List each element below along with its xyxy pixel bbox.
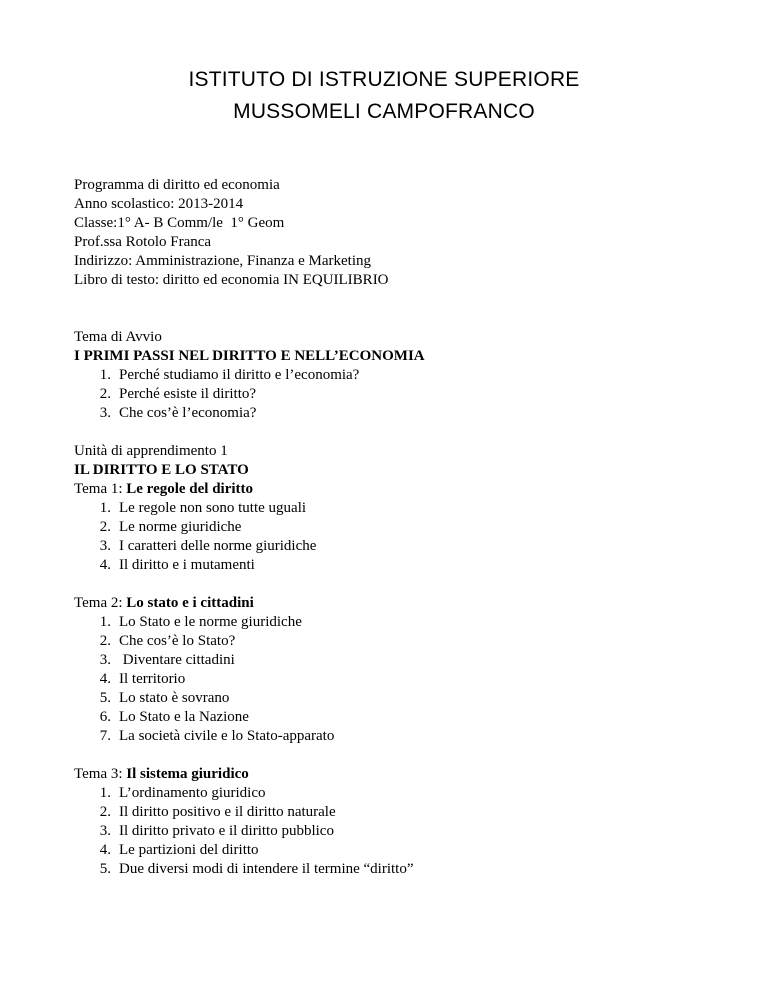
list-text: I caratteri delle norme giuridiche (119, 538, 317, 554)
list-text: Lo Stato e le norme giuridiche (119, 614, 302, 630)
section-label: Tema di Avvio (74, 329, 162, 345)
info-line: Libro di testo: diritto ed economia IN EQUILIBRIO (74, 272, 389, 288)
school-name: ISTITUTO DI ISTRUZIONE SUPERIORE (188, 68, 580, 91)
list-number: 3. (99, 538, 111, 554)
list-number: 5. (99, 690, 111, 706)
info-line: Anno scolastico: 2013-2014 (74, 196, 244, 212)
list-text: Le regole non sono tutte uguali (119, 500, 307, 516)
list-number: 2. (99, 519, 111, 535)
list-text: Perché studiamo il diritto e l’economia? (119, 367, 360, 383)
tema-2 (74, 594, 714, 746)
list-number: 2. (99, 386, 111, 402)
tema-heading (74, 480, 714, 499)
tema-prefix: Tema 2: (74, 595, 127, 611)
document-header (0, 64, 768, 128)
list-item (74, 537, 714, 556)
topic-list (74, 366, 714, 423)
list-number: 4. (99, 842, 111, 858)
list-number: 1. (99, 785, 111, 801)
list-item (74, 404, 714, 423)
list-item (74, 518, 714, 537)
list-item (74, 499, 714, 518)
list-item (74, 670, 714, 689)
list-item (74, 556, 714, 575)
list-item (74, 822, 714, 841)
tema-1 (74, 480, 714, 575)
info-line: Indirizzo: Amministrazione, Finanza e Marketing (74, 253, 371, 269)
list-text: Le norme giuridiche (119, 519, 242, 535)
list-number: 3. (99, 652, 111, 668)
topic-list (74, 499, 714, 575)
list-number: 1. (99, 614, 111, 630)
list-text: Le partizioni del diritto (119, 842, 259, 858)
tema-title: Lo stato e i cittadini (126, 595, 254, 611)
list-number: 5. (99, 861, 111, 877)
tema-heading (74, 594, 714, 613)
list-number: 1. (99, 500, 111, 516)
unit-title: IL DIRITTO E LO STATO (74, 462, 249, 478)
topic-list (74, 613, 714, 746)
list-text: Il diritto positivo e il diritto naturale (119, 804, 336, 820)
unit-label: Unità di apprendimento 1 (74, 443, 228, 459)
tema-title: Le regole del diritto (126, 481, 254, 497)
list-text: Diventare cittadini (119, 652, 235, 668)
list-text: Perché esiste il diritto? (119, 386, 257, 402)
info-line: Programma di diritto ed economia (74, 177, 280, 193)
section-avvio (74, 328, 714, 423)
tema-prefix: Tema 3: (74, 766, 127, 782)
list-number: 3. (99, 823, 111, 839)
list-item (74, 613, 714, 632)
list-text: Il territorio (119, 671, 186, 687)
list-item (74, 708, 714, 727)
list-item (74, 385, 714, 404)
list-number: 6. (99, 709, 111, 725)
list-text: Che cos’è l’economia? (119, 405, 257, 421)
list-text: Due diversi modi di intendere il termine “diritto” (119, 861, 414, 877)
tema-heading (74, 765, 714, 784)
tema-3 (74, 765, 714, 879)
list-number: 4. (99, 671, 111, 687)
list-item (74, 784, 714, 803)
list-item (74, 366, 714, 385)
list-number: 1. (99, 367, 111, 383)
section-unit-1 (74, 442, 714, 879)
list-item (74, 689, 714, 708)
list-item (74, 803, 714, 822)
list-number: 3. (99, 405, 111, 421)
list-number: 7. (99, 728, 111, 744)
list-number: 2. (99, 804, 111, 820)
list-text: Lo stato è sovrano (119, 690, 230, 706)
topic-list (74, 784, 714, 879)
list-text: Che cos’è lo Stato? (119, 633, 236, 649)
list-text: L’ordinamento giuridico (119, 785, 266, 801)
tema-title: Il sistema giuridico (126, 766, 249, 782)
info-line: Classe:1° A- B Comm/le 1° Geom (74, 215, 285, 231)
list-text: Lo Stato e la Nazione (119, 709, 249, 725)
school-location: MUSSOMELI CAMPOFRANCO (233, 100, 535, 123)
list-text: La società civile e lo Stato-apparato (119, 728, 335, 744)
list-item (74, 727, 714, 746)
tema-prefix: Tema 1: (74, 481, 127, 497)
list-item (74, 841, 714, 860)
program-info (74, 176, 714, 290)
list-text: Il diritto privato e il diritto pubblico (119, 823, 334, 839)
document-body (74, 176, 714, 879)
list-number: 4. (99, 557, 111, 573)
list-item (74, 860, 714, 879)
list-number: 2. (99, 633, 111, 649)
info-line: Prof.ssa Rotolo Franca (74, 234, 212, 250)
list-item (74, 651, 714, 670)
section-title: I PRIMI PASSI NEL DIRITTO E NELL’ECONOMIA (74, 348, 425, 364)
list-item (74, 632, 714, 651)
list-text: Il diritto e i mutamenti (119, 557, 255, 573)
